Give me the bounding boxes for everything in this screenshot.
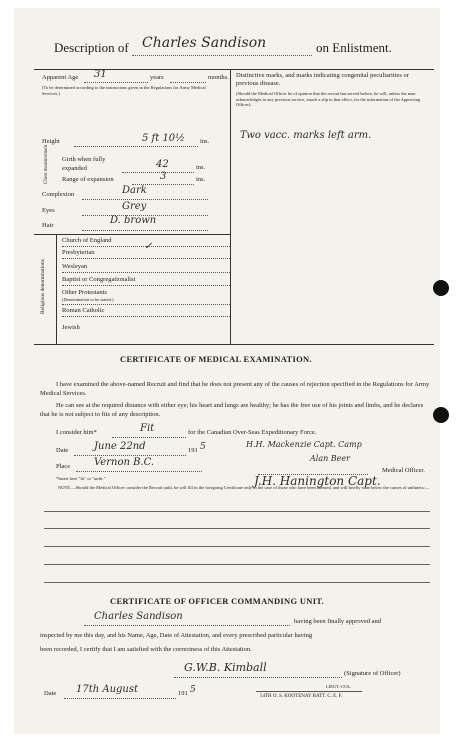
unfit-line-3	[44, 546, 430, 547]
religion-divider	[56, 234, 57, 344]
stamp-unit: 54TH O. S. KOOTENAY BATT. C. E. F.	[260, 694, 343, 699]
place-value: Vernon B.C.	[94, 457, 155, 468]
medical-officer-label: Medical Officer.	[382, 467, 425, 474]
religion-line-3	[62, 272, 230, 273]
recruit-name: Charles Sandison	[142, 35, 267, 51]
girth-value: 42	[156, 159, 169, 170]
place-label: Place	[56, 463, 71, 470]
unfit-line-4	[44, 564, 430, 565]
officer-date-line	[64, 698, 176, 699]
fit-value: Fit	[140, 423, 155, 434]
officer-signature-1: H.H. Mackenzie Capt. Camp	[246, 440, 362, 449]
attestation-sheet	[14, 8, 440, 734]
medical-officer-line	[258, 474, 368, 475]
unfit-note: NOTE.—Should the Medical Officer consider the Recruit unfit, he will fill in the foregoing Certificate only in the case of those who have been attested, and will briefly state below the causes of unfitness:—	[58, 485, 430, 490]
binder-hole-icon	[433, 407, 449, 423]
table-bottom-rule	[34, 344, 434, 345]
medical-date-value: June 22nd	[94, 441, 146, 452]
height-line	[74, 146, 198, 147]
hair-value: D. brown	[110, 215, 157, 226]
girth-unit: ins.	[196, 164, 206, 171]
consider-suffix: for the Canadian Over-Seas Expeditionary Force.	[188, 429, 317, 436]
officer-name-line	[84, 625, 290, 626]
officer-line-1-suffix: having been finally approved and	[294, 618, 381, 625]
eyes-value: Grey	[122, 201, 147, 212]
age-label: Apparent Age	[42, 74, 79, 81]
medical-year-digit: 5	[200, 442, 206, 452]
age-line	[84, 82, 148, 83]
years-label: years	[150, 74, 164, 81]
unfit-line-5	[44, 582, 430, 583]
eyes-label: Eyes	[42, 207, 55, 214]
religion-presbyterian: Presbyterian	[62, 249, 95, 256]
officer-date-value: 17th August	[76, 684, 139, 695]
medical-date-label: Date	[56, 447, 69, 454]
range-unit: ins.	[196, 176, 206, 183]
marks-value: Two vacc. marks left arm.	[240, 130, 372, 141]
height-unit: ins.	[200, 138, 210, 145]
signature-label: (Signature of Officer)	[344, 670, 401, 677]
stamp-rank: LIEUT.-COL.	[326, 684, 352, 689]
insert-note: *Insert here "fit" or "unfit."	[56, 476, 106, 481]
medical-para-1: I have examined the above-named Recruit and find that he does not present any of the causes of rejection specified in the Regulations for Army Medical Services.	[40, 381, 430, 397]
complexion-line	[82, 199, 208, 200]
presbyterian-check-mark: ✓	[144, 241, 153, 252]
religion-church-of-england: Church of England	[62, 237, 112, 244]
stamp-line	[256, 691, 362, 692]
age-value: 31	[94, 69, 107, 80]
title-name-line	[132, 55, 312, 56]
officer-line-3: been recorded, I certify that I am satisfied with the correctness of this Attestation.	[40, 646, 252, 653]
officer-line-2: inspected by me this day, and his Name, Age, Date of Attestation, and every prescribed particular having	[40, 632, 313, 639]
months-line	[170, 82, 206, 83]
chest-label: Chest measurement	[44, 144, 49, 184]
officer-date-label: Date	[44, 690, 57, 697]
age-note: (To be determined according to the instructions given in the Regulations for Army Medical Services.)	[42, 85, 206, 96]
binder-hole-icon	[433, 280, 449, 296]
religion-other-protestants: Other Protestants	[62, 289, 107, 296]
girth-line	[122, 172, 194, 173]
place-line	[76, 471, 202, 472]
consider-prefix: I consider him*	[56, 429, 97, 436]
fit-line	[112, 437, 186, 438]
religions-label: Religious denominations	[40, 259, 46, 314]
religion-baptist: Baptist or Congregationalist	[62, 276, 136, 283]
complexion-label: Complexion	[42, 191, 75, 198]
range-value: 3	[160, 171, 167, 182]
officer-year-prefix: 191	[178, 690, 188, 697]
title-prefix: Description of	[54, 40, 129, 55]
title-suffix: on Enlistment.	[316, 40, 392, 55]
religion-line-6	[62, 316, 230, 317]
religion-wesleyan: Wesleyan	[62, 263, 88, 270]
unfit-line-1	[44, 511, 430, 512]
unfit-line-2	[44, 528, 430, 529]
religion-line-4	[62, 285, 230, 286]
religion-line-5	[62, 304, 230, 305]
range-label: Range of expansion	[62, 176, 114, 183]
religion-top-rule	[34, 234, 230, 235]
officer-signature-3: J.H. Hanington Capt.	[254, 474, 381, 488]
officer-heading: CERTIFICATE OF OFFICER COMMANDING UNIT.	[110, 596, 325, 606]
medical-date-line	[74, 455, 186, 456]
officer-recruit-name: Charles Sandison	[94, 611, 183, 622]
medical-para-2: He can see at the required distance with either eye; his heart and lungs are healthy; he has the free use of his joints and limbs, and he declares that he is not subject to fits of any description.	[40, 402, 424, 418]
medical-heading: CERTIFICATE OF MEDICAL EXAMINATION.	[120, 354, 312, 364]
complexion-value: Dark	[122, 185, 147, 196]
religion-line-2	[62, 258, 230, 259]
height-value: 5 ft 10½	[142, 133, 185, 144]
officer-signature-2: Alan Beer	[310, 454, 350, 463]
marks-heading: Distinctive marks, and marks indicating congenital peculiarities or previous disease.	[236, 72, 409, 87]
height-label: Height	[42, 138, 60, 145]
medical-year-prefix: 191	[188, 447, 198, 454]
religion-jewish: Jewish	[62, 324, 80, 331]
signature-line	[174, 677, 342, 678]
other-protestants-note: (Denomination to be stated.)	[62, 297, 114, 302]
religion-roman-catholic: Roman Catholic	[62, 307, 105, 314]
commanding-officer-signature: G.W.B. Kimball	[184, 661, 267, 674]
hair-label: Hair	[42, 222, 54, 229]
table-divider	[230, 69, 231, 344]
officer-year-digit: 5	[190, 685, 196, 695]
marks-note: (Should the Medical Officer be of opinion that the recruit has served before, he will, unless the man acknowledges to any previous service, attach a slip to that effect, for the information of the Approving Officer).	[236, 91, 421, 107]
hair-line	[82, 230, 208, 231]
girth-label: Girth when fully expanded	[62, 156, 106, 172]
months-label: months.	[208, 74, 229, 81]
